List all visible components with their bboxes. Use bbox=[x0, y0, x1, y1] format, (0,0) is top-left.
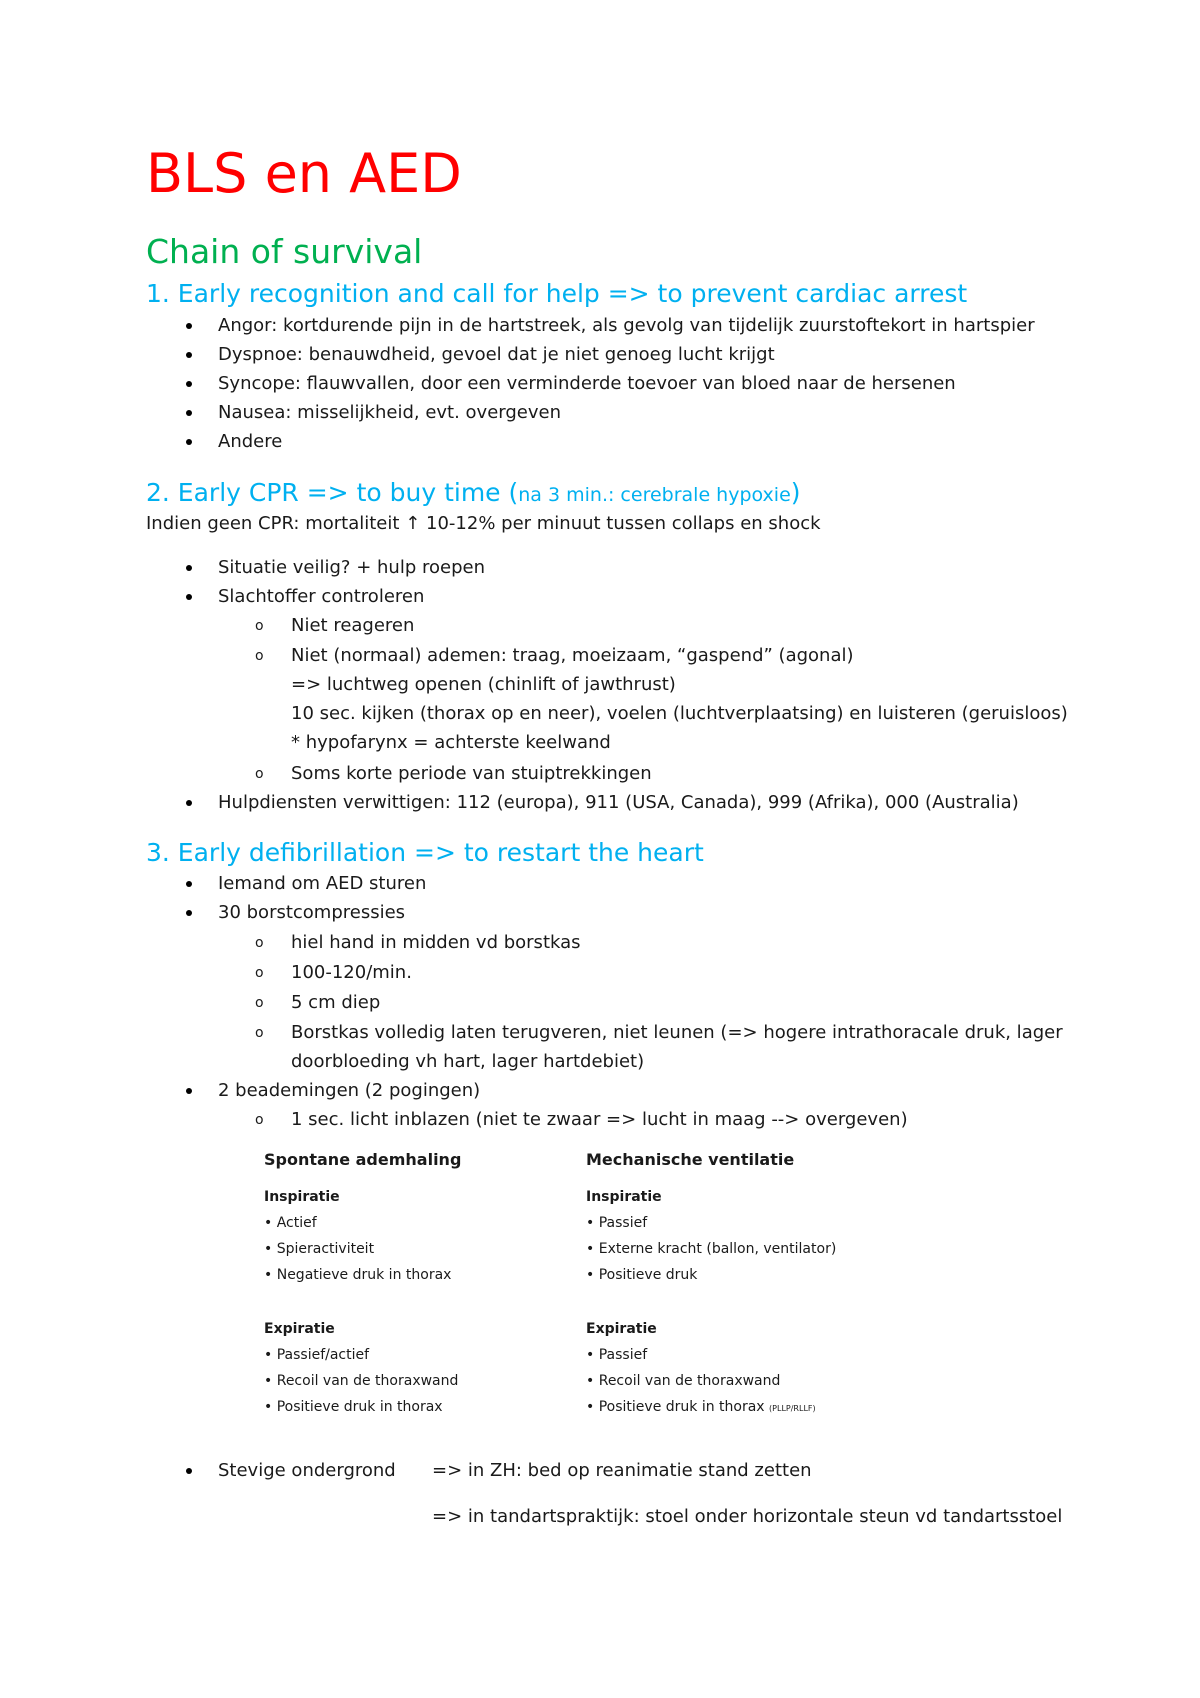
list-item: Iemand om AED sturen bbox=[218, 873, 427, 894]
final-label: Stevige ondergrond bbox=[218, 1460, 396, 1481]
list-item: Dyspnoe: benauwdheid, gevoel dat je niet genoeg lucht krijgt bbox=[218, 344, 775, 365]
bullet-dot bbox=[186, 381, 192, 387]
bullet-dot bbox=[186, 910, 192, 916]
sub-list-continuation: => luchtweg openen (chinlift of jawthrust) bbox=[291, 674, 676, 695]
sub-bullet-marker: o bbox=[255, 965, 264, 981]
bullet-dot bbox=[186, 352, 192, 358]
table-right-expiration-label: Expiratie bbox=[586, 1321, 657, 1337]
table-list-item: • Positieve druk bbox=[586, 1267, 698, 1283]
bullet-dot: • bbox=[586, 1347, 595, 1363]
sub-list-item: Soms korte periode van stuiptrekkingen bbox=[291, 763, 652, 784]
table-list-item: • Positieve druk in thorax bbox=[264, 1399, 443, 1415]
sub-list-continuation: * hypofarynx = achterste keelwand bbox=[291, 732, 611, 753]
table-list-item: • Passief bbox=[586, 1215, 648, 1231]
bullet-dot bbox=[186, 800, 192, 806]
table-list-item: • Recoil van de thoraxwand bbox=[264, 1373, 459, 1389]
table-list-item: • Passief bbox=[586, 1347, 648, 1363]
table-right-inspiration-label: Inspiratie bbox=[586, 1189, 662, 1205]
bullet-dot: • bbox=[264, 1373, 273, 1389]
bullet-dot: • bbox=[264, 1215, 273, 1231]
table-left-expiration-label: Expiratie bbox=[264, 1321, 335, 1337]
sub-bullet-marker: o bbox=[255, 648, 264, 664]
sub-list-item: hiel hand in midden vd borstkas bbox=[291, 932, 581, 953]
bullet-dot: • bbox=[586, 1373, 595, 1389]
bullet-dot: • bbox=[586, 1399, 595, 1415]
table-list-item: • Recoil van de thoraxwand bbox=[586, 1373, 781, 1389]
bullet-dot: • bbox=[586, 1267, 595, 1283]
table-list-item: • Actief bbox=[264, 1215, 317, 1231]
list-item: Nausea: misselijkheid, evt. overgeven bbox=[218, 402, 562, 423]
sub-bullet-marker: o bbox=[255, 935, 264, 951]
document-title: BLS en AED bbox=[146, 142, 462, 205]
sub-list-item: 100-120/min. bbox=[291, 962, 412, 983]
bullet-dot: • bbox=[264, 1241, 273, 1257]
bullet-dot: • bbox=[586, 1215, 595, 1231]
list-item: Angor: kortdurende pijn in de hartstreek, als gevolg van tijdelijk zuurstoftekort in hartspier bbox=[218, 315, 1035, 336]
list-item: Syncope: flauwvallen, door een verminderde toevoer van bloed naar de hersenen bbox=[218, 373, 956, 394]
sub-bullet-marker: o bbox=[255, 618, 264, 634]
table-left-heading: Spontane ademhaling bbox=[264, 1150, 462, 1169]
table-list-item: • Negatieve druk in thorax bbox=[264, 1267, 452, 1283]
sub-list-continuation: doorbloeding vh hart, lager hartdebiet) bbox=[291, 1051, 645, 1072]
bullet-dot bbox=[186, 439, 192, 445]
step2-heading-main: 2. Early CPR => to buy time ( bbox=[146, 478, 519, 507]
table-list-item: • Passief/actief bbox=[264, 1347, 370, 1363]
table-suffix: (PLLP/RLLF) bbox=[769, 1404, 816, 1413]
section-title: Chain of survival bbox=[146, 232, 423, 271]
sub-list-item: Niet (normaal) ademen: traag, moeizaam, “gaspend” (agonal) bbox=[291, 645, 854, 666]
bullet-dot bbox=[186, 1088, 192, 1094]
final-line-2: => in tandartspraktijk: stoel onder horizontale steun vd tandartsstoel bbox=[432, 1506, 1063, 1527]
step2-intro bbox=[146, 513, 821, 535]
sub-list-item: Niet reageren bbox=[291, 615, 415, 636]
arrow-up-icon: ↑ bbox=[405, 513, 421, 534]
list-item: Hulpdiensten verwittigen: 112 (europa), 911 (USA, Canada), 999 (Afrika), 000 (Australia) bbox=[218, 792, 1019, 813]
list-item: 2 beademingen (2 pogingen) bbox=[218, 1080, 481, 1101]
bullet-dot bbox=[186, 323, 192, 329]
bullet-dot: • bbox=[264, 1267, 273, 1283]
bullet-dot: • bbox=[586, 1241, 595, 1257]
final-line-1: => in ZH: bed op reanimatie stand zetten bbox=[432, 1460, 812, 1481]
bullet-dot bbox=[186, 565, 192, 571]
sub-list-continuation: 10 sec. kijken (thorax op en neer), voelen (luchtverplaatsing) en luisteren (geruisloos) bbox=[291, 703, 1068, 724]
bullet-dot bbox=[186, 410, 192, 416]
list-item: Slachtoffer controleren bbox=[218, 586, 425, 607]
table-left-inspiration-label: Inspiratie bbox=[264, 1189, 340, 1205]
step2-intro-text: Indien geen CPR: mortaliteit bbox=[146, 513, 400, 534]
bullet-dot bbox=[186, 881, 192, 887]
sub-bullet-marker: o bbox=[255, 995, 264, 1011]
table-list-item: • Spieractiviteit bbox=[264, 1241, 375, 1257]
table-list-item: • Positieve druk in thorax (PLLP/RLLF) bbox=[586, 1399, 816, 1415]
list-item: 30 borstcompressies bbox=[218, 902, 406, 923]
bullet-dot bbox=[186, 594, 192, 600]
list-item: Situatie veilig? + hulp roepen bbox=[218, 557, 485, 578]
sub-bullet-marker: o bbox=[255, 766, 264, 782]
bullet-dot bbox=[186, 1468, 192, 1474]
step1-heading: 1. Early recognition and call for help => to prevent cardiac arrest bbox=[146, 279, 968, 308]
sub-bullet-marker: o bbox=[255, 1112, 264, 1128]
list-item: Andere bbox=[218, 431, 283, 452]
table-list-item: • Externe kracht (ballon, ventilator) bbox=[586, 1241, 837, 1257]
sub-list-item: 1 sec. licht inblazen (niet te zwaar => lucht in maag --> overgeven) bbox=[291, 1109, 908, 1130]
step2-intro-rest: 10-12% per minuut tussen collaps en shock bbox=[426, 513, 821, 534]
step2-heading-note: na 3 min.: cerebrale hypoxie bbox=[518, 484, 791, 506]
sub-list-item: 5 cm diep bbox=[291, 992, 381, 1013]
step2-heading-close: ) bbox=[790, 478, 801, 507]
sub-bullet-marker: o bbox=[255, 1025, 264, 1041]
step3-heading: 3. Early defibrillation => to restart the heart bbox=[146, 838, 704, 867]
bullet-dot: • bbox=[264, 1399, 273, 1415]
bullet-dot: • bbox=[264, 1347, 273, 1363]
table-right-heading: Mechanische ventilatie bbox=[586, 1150, 795, 1169]
step2-heading bbox=[146, 477, 801, 511]
sub-list-item: Borstkas volledig laten terugveren, niet leunen (=> hogere intrathoracale druk, lager bbox=[291, 1022, 1063, 1043]
